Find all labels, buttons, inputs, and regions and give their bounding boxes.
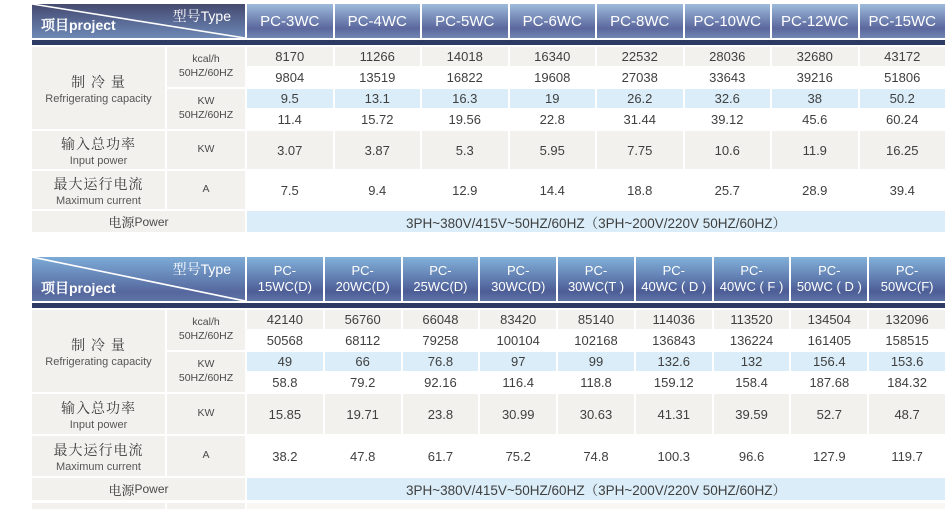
unit-line: A bbox=[202, 449, 210, 462]
value-cell: 61.7 bbox=[403, 436, 479, 476]
value-cell: 9.4 bbox=[335, 171, 421, 209]
value-cell: 27038 bbox=[597, 68, 683, 87]
unit-line: KW bbox=[197, 407, 215, 420]
value-cell: 16340 bbox=[510, 47, 596, 66]
value-cell: 161405 bbox=[791, 331, 867, 350]
row-label-refrigerating-capacity bbox=[32, 310, 165, 392]
unit-cell-max-current bbox=[167, 171, 245, 209]
value-cell: 7.5 bbox=[247, 171, 333, 209]
value-cell: 30.63 bbox=[558, 394, 634, 434]
model-name-line1: PC- bbox=[273, 263, 297, 279]
row-label-power bbox=[32, 478, 245, 500]
value-cell: 5.95 bbox=[510, 131, 596, 169]
model-name-line1: PC- bbox=[740, 263, 763, 279]
value-cell: 47.8 bbox=[325, 436, 401, 476]
value-cell: 159.12 bbox=[636, 373, 712, 392]
value-cell: 119.7 bbox=[869, 436, 945, 476]
label-zh: 电源 bbox=[108, 215, 135, 230]
project-header-label: 项目project bbox=[41, 280, 116, 296]
value-cell: 41.31 bbox=[636, 394, 712, 434]
value-cell: 10.6 bbox=[685, 131, 771, 169]
value-cell: 16.25 bbox=[860, 131, 946, 169]
unit-line: 50HZ/60HZ bbox=[178, 67, 234, 79]
unit-cell-kcal bbox=[167, 47, 245, 87]
value-cell: 19 bbox=[510, 89, 596, 108]
model-name-line1: PC- bbox=[895, 263, 919, 279]
value-cell: 43172 bbox=[860, 47, 946, 66]
value-cell: 33643 bbox=[685, 68, 771, 87]
value-cell: 100.3 bbox=[636, 436, 712, 476]
value-cell: 22.8 bbox=[510, 110, 596, 129]
label-zh: 输入总功率 bbox=[61, 399, 136, 416]
value-cell: 79258 bbox=[403, 331, 479, 350]
label-zh: 制 冷 量 bbox=[71, 336, 126, 353]
model-name-line2: 50WC(F) bbox=[880, 279, 934, 294]
model-name-line2: 15WC(D) bbox=[257, 279, 312, 294]
value-cell: 19608 bbox=[510, 68, 596, 87]
value-cell: 48.7 bbox=[869, 394, 945, 434]
model-name-line1: PC-15WC bbox=[868, 12, 936, 30]
row-label-max-current bbox=[32, 436, 165, 476]
value-cell: 28036 bbox=[685, 47, 771, 66]
value-cell: 9.5 bbox=[247, 89, 333, 108]
model-column-header bbox=[422, 4, 508, 38]
value-cell: 16822 bbox=[422, 68, 508, 87]
type-project-corner bbox=[32, 4, 245, 38]
value-cell: 13519 bbox=[335, 68, 421, 87]
label-zh: 最大运行电流 bbox=[53, 175, 144, 192]
value-cell: 51806 bbox=[860, 68, 946, 87]
value-cell: 75.2 bbox=[480, 436, 556, 476]
value-cell: 30.99 bbox=[480, 394, 556, 434]
model-column-header bbox=[510, 4, 596, 38]
value-cell: 39.12 bbox=[685, 110, 771, 129]
label-zh: 制 冷 量 bbox=[71, 73, 126, 90]
row-label-refrigerating-capacity bbox=[32, 47, 165, 129]
value-cell: 132096 bbox=[869, 310, 945, 329]
cutoff-data-cells bbox=[247, 503, 945, 509]
unit-line: 50HZ/60HZ bbox=[178, 372, 234, 384]
model-column-header bbox=[247, 4, 333, 38]
value-cell: 58.8 bbox=[247, 373, 323, 392]
value-cell: 18.8 bbox=[597, 171, 683, 209]
value-cell: 16.3 bbox=[422, 89, 508, 108]
model-name-line2: 50WC ( D ) bbox=[796, 279, 862, 294]
value-cell: 49 bbox=[247, 352, 323, 371]
row-label-input-power bbox=[32, 131, 165, 169]
unit-cell-max-current bbox=[167, 436, 245, 476]
value-cell: 127.9 bbox=[791, 436, 867, 476]
model-column-header bbox=[325, 257, 401, 301]
value-cell: 136224 bbox=[714, 331, 790, 350]
model-name-line2: 25WC(D) bbox=[413, 279, 468, 294]
value-cell: 79.2 bbox=[325, 373, 401, 392]
value-cell: 158.4 bbox=[714, 373, 790, 392]
label-zh: 最大运行电流 bbox=[53, 441, 144, 458]
project-header-label: 项目project bbox=[41, 17, 116, 33]
value-cell: 68112 bbox=[325, 331, 401, 350]
value-cell: 45.6 bbox=[772, 110, 858, 129]
value-cell: 3.87 bbox=[335, 131, 421, 169]
value-cell: 96.6 bbox=[714, 436, 790, 476]
unit-line: KW bbox=[197, 95, 215, 108]
value-cell: 50.2 bbox=[860, 89, 946, 108]
value-cell: 97 bbox=[480, 352, 556, 371]
value-cell: 32680 bbox=[772, 47, 858, 66]
spec-table-pc-3wc-to-15wc bbox=[32, 4, 945, 232]
model-name-line1: PC- bbox=[507, 263, 530, 279]
label-en: Power bbox=[134, 214, 169, 229]
value-cell: 11266 bbox=[335, 47, 421, 66]
header-underline-bar bbox=[32, 40, 945, 45]
value-cell: 14.4 bbox=[510, 171, 596, 209]
value-cell: 28.9 bbox=[772, 171, 858, 209]
value-cell: 25.7 bbox=[685, 171, 771, 209]
value-cell: 134504 bbox=[791, 310, 867, 329]
label-zh: 电源 bbox=[108, 482, 135, 498]
label-zh: 输入总功率 bbox=[61, 135, 136, 152]
value-cell: 12.9 bbox=[422, 171, 508, 209]
unit-cell-input-power bbox=[167, 131, 245, 169]
value-cell: 38 bbox=[772, 89, 858, 108]
cutoff-unit-cell bbox=[167, 503, 245, 509]
value-cell: 23.8 bbox=[403, 394, 479, 434]
value-cell: 83420 bbox=[480, 310, 556, 329]
value-cell: 26.2 bbox=[597, 89, 683, 108]
value-cell: 153.6 bbox=[869, 352, 945, 371]
row-label-max-current bbox=[32, 171, 165, 209]
value-cell: 100104 bbox=[480, 331, 556, 350]
value-cell: 11.4 bbox=[247, 110, 333, 129]
label-en: Refrigerating capacity bbox=[45, 355, 152, 368]
model-column-header bbox=[869, 257, 945, 301]
value-cell: 60.24 bbox=[860, 110, 946, 129]
model-name-line2: 30WC(D) bbox=[491, 279, 546, 294]
model-name-line2: 20WC(D) bbox=[335, 279, 390, 294]
value-cell: 184.32 bbox=[869, 373, 945, 392]
type-header-label: 型号Type bbox=[172, 261, 231, 277]
model-name-line1: PC- bbox=[584, 263, 608, 279]
value-cell: 14018 bbox=[422, 47, 508, 66]
model-name-line2: 30WC(T ) bbox=[567, 279, 625, 294]
model-column-header bbox=[480, 257, 556, 301]
value-cell: 136843 bbox=[636, 331, 712, 350]
value-cell: 9804 bbox=[247, 68, 333, 87]
value-cell: 132.6 bbox=[636, 352, 712, 371]
unit-cell-kw bbox=[167, 352, 245, 392]
model-name-line1: PC- bbox=[818, 263, 841, 279]
type-project-corner bbox=[32, 257, 245, 301]
power-spec-value: 3PH~380V/415V~50HZ/60HZ（3PH~200V/220V 50HZ/60HZ） bbox=[247, 478, 945, 500]
model-column-header bbox=[714, 257, 790, 301]
model-name-line1: PC-4WC bbox=[347, 12, 407, 30]
value-cell: 42140 bbox=[247, 310, 323, 329]
value-cell: 8170 bbox=[247, 47, 333, 66]
unit-line: 50HZ/60HZ bbox=[178, 330, 234, 342]
unit-line: KW bbox=[197, 358, 215, 371]
value-cell: 38.2 bbox=[247, 436, 323, 476]
model-column-header bbox=[636, 257, 712, 301]
value-cell: 19.56 bbox=[422, 110, 508, 129]
value-cell: 3.07 bbox=[247, 131, 333, 169]
value-cell: 52.7 bbox=[791, 394, 867, 434]
model-name-line2: 40WC ( F ) bbox=[719, 279, 784, 294]
value-cell: 15.85 bbox=[247, 394, 323, 434]
model-column-header bbox=[247, 257, 323, 301]
value-cell: 19.71 bbox=[325, 394, 401, 434]
value-cell: 39.4 bbox=[860, 171, 946, 209]
spec-table-pc-15wcd-to-50wcf bbox=[32, 257, 945, 500]
model-column-header bbox=[685, 4, 771, 38]
model-column-header bbox=[597, 4, 683, 38]
value-cell: 187.68 bbox=[791, 373, 867, 392]
value-cell: 114036 bbox=[636, 310, 712, 329]
unit-line: A bbox=[202, 183, 210, 196]
model-column-header bbox=[860, 4, 946, 38]
model-name-line2: 40WC ( D ) bbox=[641, 279, 707, 294]
value-cell: 13.1 bbox=[335, 89, 421, 108]
value-cell: 66 bbox=[325, 352, 401, 371]
label-en: Input power bbox=[69, 418, 128, 431]
model-name-line1: PC- bbox=[662, 263, 685, 279]
row-label-power bbox=[32, 211, 245, 232]
unit-line: KW bbox=[197, 143, 215, 156]
value-cell: 50568 bbox=[247, 331, 323, 350]
label-en: Input power bbox=[69, 154, 128, 167]
label-en: Maximum current bbox=[56, 460, 141, 473]
value-cell: 11.9 bbox=[772, 131, 858, 169]
unit-cell-input-power bbox=[167, 394, 245, 434]
power-spec-value: 3PH~380V/415V~50HZ/60HZ（3PH~200V/220V 50HZ/60HZ） bbox=[247, 211, 945, 232]
value-cell: 156.4 bbox=[791, 352, 867, 371]
model-column-header bbox=[558, 257, 634, 301]
value-cell: 74.8 bbox=[558, 436, 634, 476]
cutoff-next-row bbox=[32, 503, 945, 509]
header-underline-bar bbox=[32, 303, 945, 308]
value-cell: 5.3 bbox=[422, 131, 508, 169]
cutoff-label-cell bbox=[32, 503, 165, 509]
value-cell: 39216 bbox=[772, 68, 858, 87]
unit-cell-kcal bbox=[167, 310, 245, 350]
label-en: Maximum current bbox=[56, 194, 141, 207]
value-cell: 85140 bbox=[558, 310, 634, 329]
model-column-header bbox=[772, 4, 858, 38]
type-header-label: 型号Type bbox=[172, 8, 231, 24]
label-en: Power bbox=[134, 482, 169, 496]
label-en: Refrigerating capacity bbox=[45, 92, 152, 105]
unit-line: kcal/h bbox=[192, 53, 220, 66]
model-name-line1: PC-10WC bbox=[693, 12, 761, 30]
unit-line: 50HZ/60HZ bbox=[178, 109, 234, 121]
model-column-header bbox=[403, 257, 479, 301]
value-cell: 92.16 bbox=[403, 373, 479, 392]
row-label-input-power bbox=[32, 394, 165, 434]
unit-line: kcal/h bbox=[192, 316, 220, 329]
value-cell: 39.59 bbox=[714, 394, 790, 434]
value-cell: 99 bbox=[558, 352, 634, 371]
value-cell: 15.72 bbox=[335, 110, 421, 129]
model-name-line1: PC-3WC bbox=[260, 12, 320, 30]
model-name-line1: PC-5WC bbox=[435, 12, 495, 30]
unit-cell-kw bbox=[167, 89, 245, 129]
value-cell: 7.75 bbox=[597, 131, 683, 169]
model-name-line1: PC- bbox=[351, 263, 374, 279]
value-cell: 132 bbox=[714, 352, 790, 371]
value-cell: 158515 bbox=[869, 331, 945, 350]
value-cell: 32.6 bbox=[685, 89, 771, 108]
model-name-line1: PC-12WC bbox=[780, 12, 849, 30]
value-cell: 76.8 bbox=[403, 352, 479, 371]
model-name-line1: PC- bbox=[429, 263, 452, 279]
model-column-header bbox=[791, 257, 867, 301]
value-cell: 31.44 bbox=[597, 110, 683, 129]
value-cell: 56760 bbox=[325, 310, 401, 329]
value-cell: 22532 bbox=[597, 47, 683, 66]
value-cell: 113520 bbox=[714, 310, 790, 329]
value-cell: 66048 bbox=[403, 310, 479, 329]
value-cell: 102168 bbox=[558, 331, 634, 350]
value-cell: 118.8 bbox=[558, 373, 634, 392]
value-cell: 116.4 bbox=[480, 373, 556, 392]
model-name-line1: PC-6WC bbox=[522, 12, 582, 30]
model-name-line1: PC-8WC bbox=[610, 12, 670, 30]
model-column-header bbox=[335, 4, 421, 38]
